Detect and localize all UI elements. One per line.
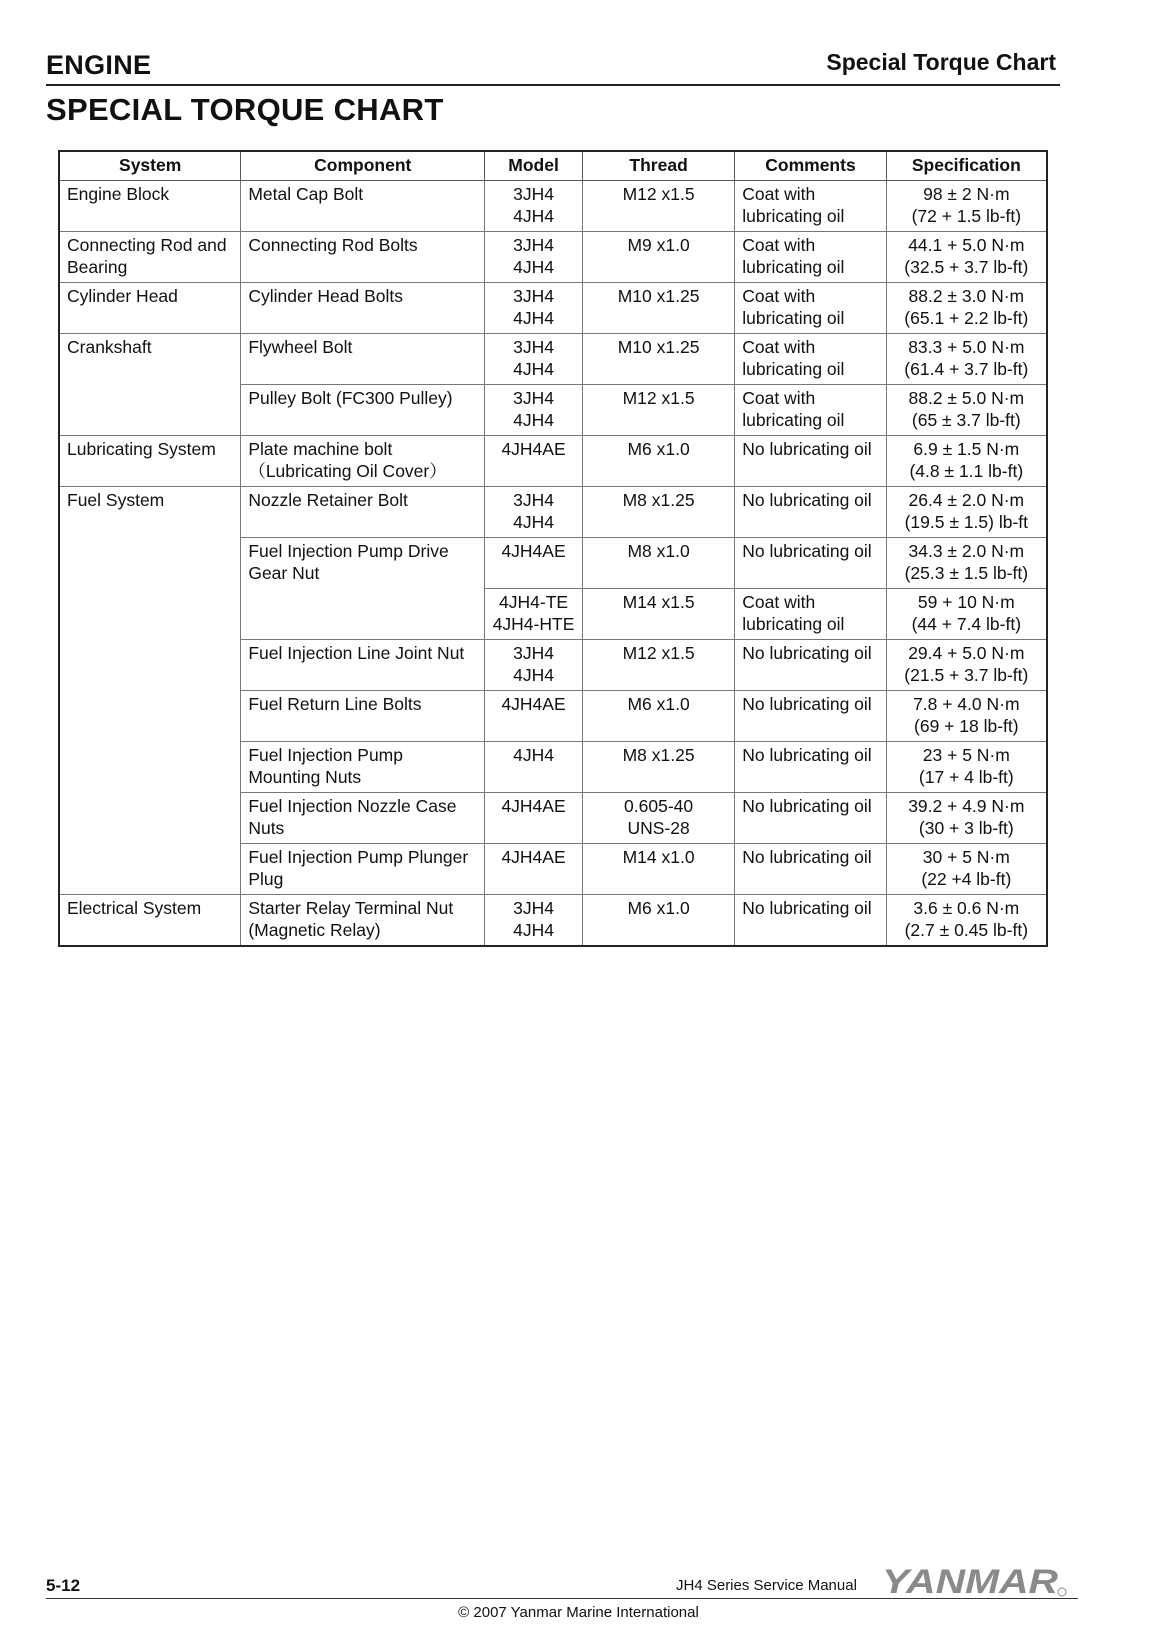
specification-text: 44.1 + 5.0 N·m [908,235,1025,255]
thread-text: M14 x1.0 [622,847,695,867]
specification-text: (19.5 ± 1.5) lb-ft [904,511,1029,532]
model-text: 4JH4 [513,307,554,328]
table-row [59,334,1047,385]
column-header-comments: Comments [735,151,886,181]
thread-cell [582,385,734,436]
component-text: Connecting Rod Bolts [248,235,418,255]
thread-text: M8 x1.25 [622,745,695,765]
table-row [59,181,1047,232]
specification-text: (17 + 4 lb-ft) [918,766,1014,787]
model-text: 4JH4 [513,256,554,277]
comments-cell [735,895,886,947]
yanmar-logo [880,1563,1068,1599]
comments-cell [735,436,886,487]
system-cell [59,283,241,334]
component-text: (Magnetic Relay) [248,919,381,940]
specification-cell [886,793,1047,844]
column-header-model: Model [485,151,583,181]
model-cell [485,487,583,538]
comments-text: Coat with [742,286,816,306]
comments-cell [735,283,886,334]
model-cell [485,181,583,232]
comments-text: Coat with [742,388,816,408]
specification-text: (65 ± 3.7 lb-ft) [911,409,1021,430]
comments-cell [735,385,886,436]
model-text: 4JH4 [513,745,554,765]
specification-text: 6.9 ± 1.5 N·m [913,439,1020,459]
specification-text: (22 +4 lb-ft) [921,868,1012,889]
system-cell [59,232,241,283]
thread-text: M6 x1.0 [627,439,690,459]
comments-text: Coat with [742,337,816,357]
system-cell [59,487,241,895]
component-cell [241,793,485,844]
page-title: SPECIAL TORQUE CHART [46,92,444,127]
specification-cell [886,385,1047,436]
specification-text: 29.4 + 5.0 N·m [908,643,1025,663]
component-cell [241,385,485,436]
thread-text: M10 x1.25 [617,286,700,306]
model-cell [485,385,583,436]
comments-cell [735,232,886,283]
section-name: ENGINE [46,50,152,80]
comments-text: No lubricating oil [742,898,872,918]
comments-cell [735,844,886,895]
component-text: Plug [248,868,284,889]
thread-cell [582,538,734,589]
component-text: Pulley Bolt (FC300 Pulley) [248,388,453,408]
system-cell [59,334,241,436]
model-cell [485,691,583,742]
system-text: Bearing [67,256,128,277]
system-cell [59,436,241,487]
thread-text: M12 x1.5 [622,643,695,663]
component-text: Flywheel Bolt [248,337,353,357]
specification-text: 3.6 ± 0.6 N·m [913,898,1020,918]
specification-text: (2.7 ± 0.45 lb-ft) [904,919,1029,940]
system-cell [59,895,241,947]
comments-cell [735,691,886,742]
specification-text: (65.1 + 2.2 lb-ft) [904,307,1029,328]
model-text: 3JH4 [513,490,554,510]
comments-text: lubricating oil [742,205,845,226]
comments-text: No lubricating oil [742,796,872,816]
comments-cell [735,793,886,844]
specification-cell [886,436,1047,487]
model-cell [485,793,583,844]
model-text: 4JH4 [513,664,554,685]
comments-text: lubricating oil [742,613,845,634]
column-header-thread: Thread [582,151,734,181]
component-text: Fuel Return Line Bolts [248,694,422,714]
component-cell [241,436,485,487]
thread-cell [582,691,734,742]
thread-cell [582,487,734,538]
component-cell [241,232,485,283]
thread-cell [582,640,734,691]
component-text: Fuel Injection Pump [248,745,403,765]
component-text: （Lubricating Oil Cover） [248,460,447,481]
comments-text: lubricating oil [742,256,845,277]
comments-cell [735,334,886,385]
specification-text: (44 + 7.4 lb-ft) [911,613,1022,634]
thread-cell [582,589,734,640]
thread-cell [582,181,734,232]
thread-cell [582,844,734,895]
column-header-system: System [59,151,241,181]
thread-cell [582,793,734,844]
specification-text: 7.8 + 4.0 N·m [913,694,1020,714]
specification-cell [886,487,1047,538]
column-header-specification: Specification [886,151,1047,181]
comments-cell [735,589,886,640]
model-text: 4JH4 [513,919,554,940]
comments-text: lubricating oil [742,358,845,379]
model-text: 3JH4 [513,388,554,408]
specification-cell [886,640,1047,691]
copyright: © 2007 Yanmar Marine International [458,1604,699,1621]
comments-cell [735,487,886,538]
specification-cell [886,589,1047,640]
specification-text: 98 ± 2 N·m [923,184,1010,204]
specification-text: (32.5 + 3.7 lb-ft) [904,256,1029,277]
specification-cell [886,538,1047,589]
specification-cell [886,181,1047,232]
model-cell [485,895,583,947]
component-cell [241,283,485,334]
thread-text: UNS-28 [627,817,690,838]
comments-cell [735,538,886,589]
comments-cell [735,742,886,793]
component-cell [241,742,485,793]
specification-text: 83.3 + 5.0 N·m [908,337,1025,357]
component-cell [241,844,485,895]
component-cell [241,895,485,947]
thread-cell [582,436,734,487]
specification-cell [886,844,1047,895]
logo-wordmark: YANMAR [882,1563,1059,1599]
component-text: Mounting Nuts [248,766,362,787]
comments-cell [735,640,886,691]
model-text: 3JH4 [513,643,554,663]
specification-text: 88.2 ± 5.0 N·m [908,388,1025,408]
model-cell [485,844,583,895]
table-row [59,283,1047,334]
model-cell [485,742,583,793]
component-cell [241,334,485,385]
manual-title: JH4 Series Service Manual [676,1577,857,1594]
model-text: 4JH4 [513,358,554,379]
component-text: Plate machine bolt [248,439,393,459]
thread-cell [582,742,734,793]
model-text: 4JH4-TE [499,592,569,612]
header-title: Special Torque Chart [826,49,1056,75]
specification-cell [886,691,1047,742]
comments-text: No lubricating oil [742,643,872,663]
thread-text: M10 x1.25 [617,337,700,357]
comments-text: Coat with [742,235,816,255]
model-text: 4JH4 [513,511,554,532]
model-text: 4JH4AE [501,694,566,714]
table-body [59,181,1047,947]
model-text: 3JH4 [513,235,554,255]
model-cell [485,589,583,640]
model-text: 3JH4 [513,337,554,357]
registered-mark-icon [1058,1588,1066,1596]
comments-text: No lubricating oil [742,847,872,867]
model-text: 4JH4AE [501,439,566,459]
model-text: 3JH4 [513,898,554,918]
component-cell [241,487,485,538]
specification-cell [886,283,1047,334]
specification-text: (21.5 + 3.7 lb-ft) [904,664,1029,685]
system-text: Lubricating System [67,439,216,459]
thread-text: 0.605-40 [624,796,694,816]
component-text: Gear Nut [248,562,320,583]
model-cell [485,232,583,283]
component-text: Nuts [248,817,285,838]
specification-text: (61.4 + 3.7 lb-ft) [904,358,1029,379]
comments-text: lubricating oil [742,409,845,430]
thread-cell [582,895,734,947]
model-text: 3JH4 [513,286,554,306]
table-row [59,436,1047,487]
thread-text: M8 x1.25 [622,490,695,510]
specification-text: 59 + 10 N·m [917,592,1015,612]
thread-text: M14 x1.5 [622,592,695,612]
comments-text: No lubricating oil [742,694,872,714]
thread-cell [582,283,734,334]
specification-text: 34.3 ± 2.0 N·m [908,541,1025,561]
thread-cell [582,232,734,283]
thread-text: M12 x1.5 [622,184,695,204]
comments-text: No lubricating oil [742,745,872,765]
system-text: Cylinder Head [67,286,178,306]
system-text: Engine Block [67,184,170,204]
specification-text: (69 + 18 lb-ft) [914,715,1019,736]
system-text: Fuel System [67,490,165,510]
model-text: 4JH4 [513,205,554,226]
comments-text: Coat with [742,184,816,204]
component-text: Fuel Injection Nozzle Case [248,796,457,816]
torque-table [58,150,1048,947]
comments-cell [735,181,886,232]
specification-text: (4.8 ± 1.1 lb-ft) [909,460,1024,481]
specification-cell [886,334,1047,385]
model-text: 4JH4AE [501,541,566,561]
model-text: 3JH4 [513,184,554,204]
comments-text: Coat with [742,592,816,612]
component-text: Starter Relay Terminal Nut [248,898,454,918]
column-header-component: Component [241,151,485,181]
page-header [46,46,1060,86]
thread-text: M6 x1.0 [627,694,690,714]
thread-cell [582,334,734,385]
table-row [59,487,1047,538]
component-text: Metal Cap Bolt [248,184,364,204]
thread-text: M12 x1.5 [622,388,695,408]
specification-text: (25.3 ± 1.5 lb-ft) [904,562,1029,583]
model-cell [485,283,583,334]
model-cell [485,334,583,385]
specification-cell [886,232,1047,283]
system-text: Crankshaft [67,337,152,357]
component-cell [241,640,485,691]
page-number: 5-12 [46,1576,81,1595]
component-text: Nozzle Retainer Bolt [248,490,408,510]
component-text: Fuel Injection Pump Drive [248,541,449,561]
table-row [59,895,1047,947]
component-text: Cylinder Head Bolts [248,286,403,306]
component-cell [241,181,485,232]
comments-text: No lubricating oil [742,439,872,459]
specification-text: 30 + 5 N·m [922,847,1010,867]
model-text: 4JH4 [513,409,554,430]
model-cell [485,436,583,487]
specification-text: (72 + 1.5 lb-ft) [911,205,1022,226]
system-cell [59,181,241,232]
model-cell [485,538,583,589]
comments-text: No lubricating oil [742,490,872,510]
model-text: 4JH4-HTE [492,613,575,634]
specification-text: 26.4 ± 2.0 N·m [908,490,1025,510]
comments-text: No lubricating oil [742,541,872,561]
thread-text: M6 x1.0 [627,898,690,918]
model-text: 4JH4AE [501,796,566,816]
component-text: Fuel Injection Pump Plunger [248,847,469,867]
component-text: Fuel Injection Line Joint Nut [248,643,465,663]
comments-text: lubricating oil [742,307,845,328]
thread-text: M8 x1.0 [627,541,690,561]
table-header-row [59,151,1047,181]
model-text: 4JH4AE [501,847,566,867]
model-cell [485,640,583,691]
thread-text: M9 x1.0 [627,235,690,255]
table-row [59,232,1047,283]
specification-cell [886,742,1047,793]
specification-text: 39.2 + 4.9 N·m [908,796,1025,816]
system-text: Electrical System [67,898,202,918]
specification-text: (30 + 3 lb-ft) [918,817,1014,838]
footer-rule [46,1598,1078,1599]
component-cell [241,691,485,742]
component-cell [241,538,485,640]
system-text: Connecting Rod and [67,235,227,255]
specification-text: 23 + 5 N·m [922,745,1010,765]
specification-cell [886,895,1047,947]
specification-text: 88.2 ± 3.0 N·m [908,286,1025,306]
